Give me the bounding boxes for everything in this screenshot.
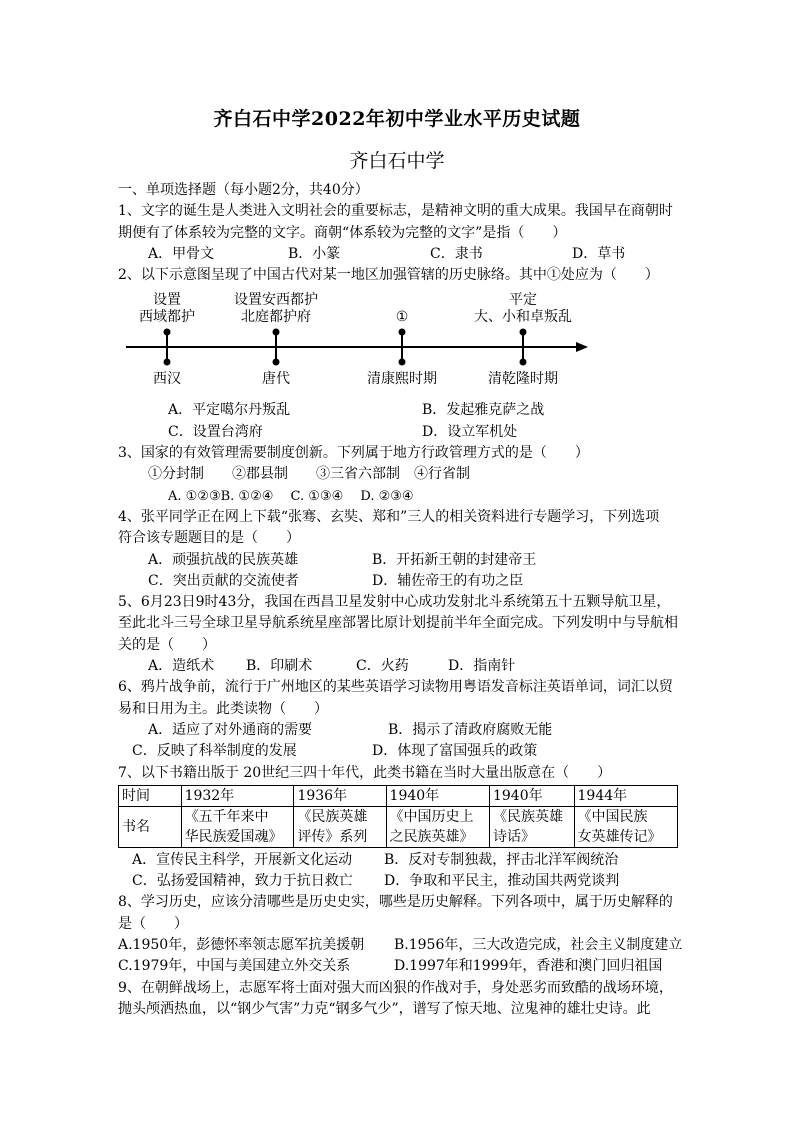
- q7-option-row1-b: B．反对专制独裁，抨击北洋军阀统治: [384, 851, 619, 868]
- q7-option-row1-a: A．宣传民主科学，开展新文化运动: [132, 851, 353, 868]
- table-cell: 《中国民族 女英雄传记》: [574, 806, 677, 847]
- q7-options-row1: [118, 850, 678, 871]
- timeline-period-3: 清康熙时期: [367, 371, 437, 388]
- timeline-period-2: 唐代: [262, 371, 290, 388]
- section-heading: 一、单项选择题（每小题2分，共40分）: [118, 182, 369, 198]
- q6-options-row1: [118, 720, 678, 741]
- q5-line-3: 关的是（ ）: [118, 636, 216, 653]
- timeline-dot-2a: [273, 329, 280, 336]
- table-row: [119, 785, 678, 806]
- timeline-arrow: [576, 342, 588, 352]
- q5-options: [118, 656, 678, 677]
- q6-option-row1-b: B．揭示了清政府腐败无能: [388, 721, 553, 738]
- table-cell: 《民族英雄 诗话》: [489, 806, 574, 847]
- exam-content: [118, 180, 683, 1020]
- q8-option-row2-b: D.1997年和1999年，香港和澳门回归祖国: [394, 958, 663, 975]
- q6-line-2: 易和日用为主。此类读物（ ）: [118, 700, 328, 717]
- q2-option-row1-b: B．发起雅克萨之战: [422, 402, 545, 419]
- q1-line-2: 期便有了体系较为完整的文字。商朝“体系较为完整的文字”是指（ ）: [118, 224, 567, 241]
- timeline-event-3: [396, 309, 409, 326]
- timeline-event-2-line-1: 设置安西都护: [234, 292, 318, 309]
- timeline-event-4-line-2: 大、小和卓叛乱: [474, 309, 572, 326]
- q4-line-1: 4、张平同学正在网上下载“张骞、玄奘、郑和”三人的相关资料进行专题学习，下列选项: [118, 508, 660, 525]
- q8-line-1: 8、学习历史，应该分清哪些是历史史实，哪些是历史解释。下列各项中，属于历史解释的: [118, 894, 673, 911]
- q1-option-a: A．甲骨文: [148, 245, 215, 262]
- q8-option-row2-a: C.1979年，中国与美国建立外交关系: [118, 958, 351, 975]
- table-row: [119, 806, 678, 847]
- q4-options-row2: [118, 571, 678, 592]
- table-cell: 《五千年来中 华民族爱国魂》: [181, 806, 294, 847]
- q3-items: ①分封制 ②郡县制 ③三省六部制 ④行省制: [148, 466, 470, 483]
- q5-option-a: A．造纸术: [148, 658, 215, 675]
- q6-option-row2-b: D．体现了富国强兵的政策: [372, 743, 538, 760]
- q2-option-row1-a: A．平定噶尔丹叛乱: [168, 402, 291, 419]
- table-cell: 1944年: [574, 785, 677, 806]
- timeline-dot-4a: [520, 329, 527, 336]
- q1-option-c: C．隶书: [430, 245, 483, 262]
- q8-option-row1-a: A.1950年，彭德怀率领志愿军抗美援朝: [118, 937, 365, 954]
- timeline-dot-3a: [399, 329, 406, 336]
- table-cell: 《中国历史上 之民族英雄》: [386, 806, 489, 847]
- q2-line-1: 2、以下示意图呈现了中国古代对某一地区加强管辖的历史脉络。其中①处应为（ ）: [118, 267, 659, 284]
- q1-line-1: 1、文字的诞生是人类进入文明社会的重要标志，是精神文明的重大成果。我国早在商朝时: [118, 203, 673, 220]
- table-cell: 1940年: [489, 785, 574, 806]
- timeline-event-2-line-2: 北庭都护府: [241, 309, 311, 326]
- q2-options-row1: [118, 400, 678, 421]
- q2-options-row2: [118, 422, 678, 443]
- timeline-event-1-line-2: 西域都护: [139, 309, 195, 326]
- q4-line-2: 符合该专题题目的是（ ）: [118, 530, 300, 547]
- table-cell: 1932年: [181, 785, 294, 806]
- q9-line-2: 抛头颅洒热血，以“钢少气害”力克“钢多气少”，谱写了惊天地、泣鬼神的雄壮史诗。此: [118, 1000, 651, 1017]
- q7-option-row2-a: C．弘扬爱国精神，致力于抗日救亡: [132, 873, 353, 890]
- q3-line-1: 3、国家的有效管理需要制度创新。下列属于地方行政管理方式的是（ ）: [118, 445, 589, 462]
- q2-option-row2-a: C．设置台湾府: [168, 423, 263, 440]
- q8-options-row1: [118, 935, 683, 956]
- timeline-dot-2b: [273, 359, 280, 366]
- q4-option-row1-a: A．顽强抗战的民族英雄: [148, 551, 299, 568]
- timeline-dot-1a: [164, 329, 171, 336]
- timeline-period-1: 西汉: [153, 371, 181, 388]
- exam-title: 齐白石中学2022年初中学业水平历史试题: [213, 108, 581, 130]
- q3-options: A. ①②③B. ①②④ C. ①③④ D. ②③④: [168, 488, 414, 504]
- timeline-event-2: [234, 292, 318, 326]
- q5-line-1: 5、6月23日9时43分，我国在西昌卫星发射中心成功发射北斗系统第五十五颗导航卫星，: [118, 594, 671, 611]
- timeline-event-4-line-1: 平定: [509, 292, 537, 309]
- q5-option-d: D．指南针: [448, 658, 516, 675]
- q2-timeline-diagram: [118, 288, 678, 396]
- q5-line-2: 至此北斗三号全球卫星导航系统星座部署比原计划提前半年全面完成。下列发明中与导航相: [118, 615, 678, 632]
- q6-option-row2-a: C．反映了科举制度的发展: [132, 743, 297, 760]
- q5-option-b: B．印刷术: [246, 658, 313, 675]
- timeline-event-4: [474, 292, 572, 326]
- q8-options-row2: [118, 956, 678, 977]
- timeline-dot-1b: [164, 359, 171, 366]
- q8-line-2: 是（ ）: [118, 915, 188, 932]
- q1-option-b: B．小篆: [288, 245, 341, 262]
- q7-options-row2: [118, 871, 678, 892]
- timeline-dot-3b: [399, 359, 406, 366]
- q9-line-1: 9、在朝鲜战场上，志愿军将士面对强大而凶狠的作战对手，身处恶劣而致酷的战场环境，: [118, 979, 673, 996]
- table-cell: 《民族英雄 评传》系列: [294, 806, 386, 847]
- table-cell: 1936年: [294, 785, 386, 806]
- q4-option-row2-a: C．突出贡献的交流使者: [148, 572, 299, 589]
- school-name: 齐白石中学: [349, 150, 445, 172]
- q1-options: [118, 244, 678, 265]
- timeline-dot-4b: [520, 359, 527, 366]
- q2-option-row2-b: D．设立军机处: [422, 423, 518, 440]
- q7-option-row2-b: D．争取和平民主，推动国共两党谈判: [384, 873, 620, 890]
- q6-line-1: 6、鸦片战争前，流行于广州地区的某些英语学习读物用粤语发音标注英语单词，词汇以贸: [118, 679, 673, 696]
- timeline-period-4: 清乾隆时期: [488, 371, 558, 388]
- timeline-event-3-line-1: ①: [395, 309, 409, 326]
- q4-options-row1: [118, 550, 678, 571]
- q8-option-row1-b: B.1956年，三大改造完成，社会主义制度建立: [394, 937, 683, 954]
- timeline-event-1-line-1: 设置: [153, 292, 181, 309]
- table-cell: 时间: [119, 785, 182, 806]
- q6-option-row1-a: A．适应了对外通商的需要: [148, 721, 313, 738]
- table-cell: 书名: [119, 806, 182, 847]
- q1-option-d: D．草书: [572, 245, 626, 262]
- q6-options-row2: [118, 741, 678, 762]
- timeline-event-1: [139, 292, 195, 326]
- q7-books-table: [118, 785, 678, 848]
- q4-option-row2-b: D．辅佐帝王的有功之臣: [372, 572, 524, 589]
- q5-option-c: C．火药: [356, 658, 409, 675]
- table-cell: 1940年: [386, 785, 489, 806]
- q4-option-row1-b: B．开拓新王朝的封建帝王: [372, 551, 537, 568]
- q7-line-1: 7、以下书籍出版于 20世纪三四十年代，此类书籍在当时大量出版意在（ ）: [118, 764, 612, 781]
